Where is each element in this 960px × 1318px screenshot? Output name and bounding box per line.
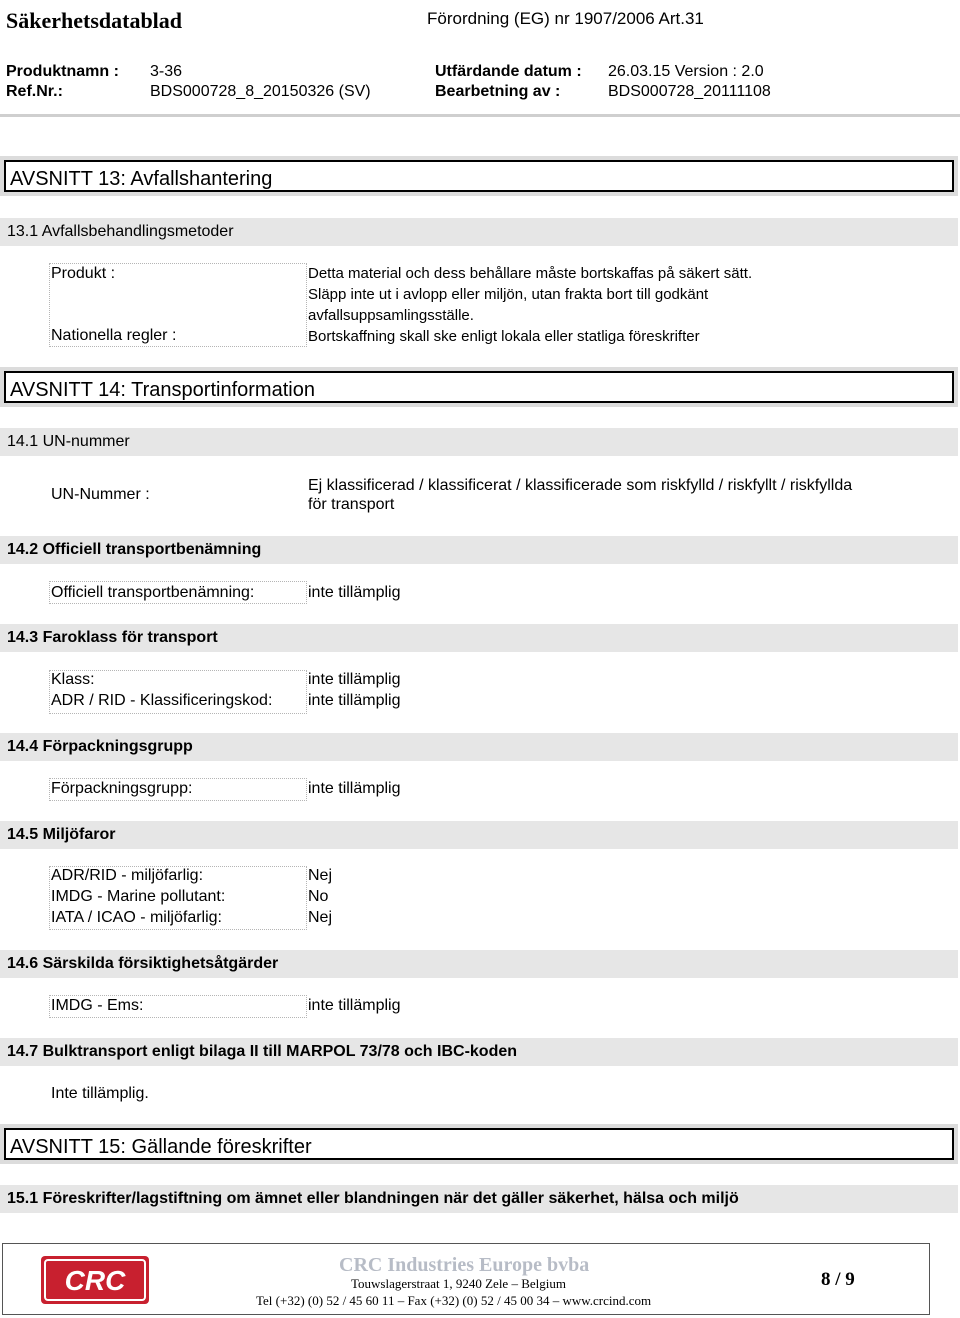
- subsection-14-1-title: 14.1 UN-nummer: [7, 433, 130, 450]
- waste-text-line-1: Detta material och dess behållare måste bortskaffas på säkert sätt.: [308, 265, 753, 282]
- subsection-13-1-title: 13.1 Avfallsbehandlingsmetoder: [7, 223, 234, 240]
- section-13-title: AVSNITT 13: Avfallshantering: [10, 168, 273, 190]
- packing-group-label: Förpackningsgrupp:: [51, 780, 193, 797]
- iata-icao-env-value: Nej: [308, 909, 333, 926]
- class-value: inte tillämplig: [308, 671, 401, 688]
- ref-number-value: BDS000728_8_20150326 (SV): [150, 83, 371, 100]
- ref-number-label: Ref.Nr.:: [6, 83, 63, 100]
- product-name-label: Produktnamn :: [6, 63, 119, 80]
- bulk-transport-value: Inte tillämplig.: [51, 1085, 149, 1102]
- adr-rid-code-label: ADR / RID - Klassificeringskod:: [51, 692, 273, 709]
- subsection-14-4-title: 14.4 Förpackningsgrupp: [7, 738, 193, 755]
- un-number-value-line-2: för transport: [308, 496, 395, 513]
- adr-rid-code-value: inte tillämplig: [308, 692, 401, 709]
- company-address: Touwslagerstraat 1, 9240 Zele – Belgium: [351, 1276, 566, 1291]
- issue-date-label: Utfärdande datum :: [435, 63, 582, 80]
- adr-rid-env-value: Nej: [308, 867, 333, 884]
- un-number-value-line-1: Ej klassificerad / klassificerat / klassificerade som riskfylld / riskfyllt / riskfyllda: [308, 477, 853, 494]
- header-divider: [0, 114, 960, 117]
- subsection-14-7-bar: [0, 1038, 958, 1066]
- imdg-marine-pollutant-value: No: [308, 888, 329, 905]
- page-footer: [2, 1243, 930, 1315]
- imdg-marine-pollutant-label: IMDG - Marine pollutant:: [51, 888, 226, 905]
- subsection-14-3-title: 14.3 Faroklass för transport: [7, 629, 218, 646]
- official-name-label: Officiell transportbenämning:: [51, 584, 255, 601]
- product-name-value: 3-36: [150, 63, 183, 80]
- page-number: 8 / 9: [821, 1269, 855, 1290]
- company-name: CRC Industries Europe bvba: [339, 1254, 590, 1276]
- section-14-title: AVSNITT 14: Transportinformation: [10, 379, 315, 401]
- subsection-15-1-title: 15.1 Föreskrifter/lagstiftning om ämnet eller blandningen när det gäller säkerhet, hälsa och miljö: [7, 1190, 739, 1207]
- subsection-14-2-title: 14.2 Officiell transportbenämning: [7, 541, 262, 558]
- logo-text: CRC: [64, 1265, 126, 1296]
- imdg-ems-value: inte tillämplig: [308, 997, 401, 1014]
- packing-group-value: inte tillämplig: [308, 780, 401, 797]
- subsection-14-1-bar: [0, 428, 958, 456]
- company-contact: Tel (+32) (0) 52 / 45 60 11 – Fax (+32) (0) 52 / 45 00 34 – www.crcind.com: [256, 1293, 652, 1308]
- product-label: Produkt :: [51, 265, 116, 282]
- national-rules-label: Nationella regler :: [51, 327, 177, 344]
- adr-rid-env-label: ADR/RID - miljöfarlig:: [51, 867, 204, 884]
- issue-date-value: 26.03.15 Version : 2.0: [608, 63, 764, 80]
- class-label: Klass:: [51, 671, 95, 688]
- waste-text-line-2: Släpp inte ut i avlopp eller miljön, utan frakta bort till godkänt: [308, 286, 709, 303]
- subsection-14-4-bar: [0, 733, 958, 761]
- section-13-title-bar: [0, 156, 958, 196]
- subsection-14-6-title: 14.6 Särskilda försiktighetsåtgärder: [7, 955, 279, 972]
- subsection-14-3-bar: [0, 624, 958, 652]
- subsection-14-6-bar: [0, 950, 958, 978]
- subsection-14-5-bar: [0, 821, 958, 849]
- subsection-14-7-title: 14.7 Bulktransport enligt bilaga II till MARPOL 73/78 och IBC-koden: [7, 1043, 518, 1060]
- processed-by-value: BDS000728_20111108: [608, 83, 771, 100]
- subsection-14-2-bar: [0, 536, 958, 564]
- un-number-label: UN-Nummer :: [51, 486, 150, 503]
- processed-by-label: Bearbetning av :: [435, 83, 561, 100]
- document-title: Säkerhetsdatablad: [6, 8, 183, 33]
- subsection-14-5-title: 14.5 Miljöfaror: [7, 826, 116, 843]
- section-15-title: AVSNITT 15: Gällande föreskrifter: [10, 1136, 312, 1158]
- official-name-value: inte tillämplig: [308, 584, 401, 601]
- section-15-title-bar: [0, 1124, 958, 1164]
- waste-text-line-4: Bortskaffning skall ske enligt lokala eller statliga föreskrifter: [308, 328, 700, 345]
- imdg-ems-label: IMDG - Ems:: [51, 997, 144, 1014]
- subsection-15-1-bar: [0, 1185, 958, 1213]
- section-14-title-bar: [0, 367, 958, 407]
- regulation-reference: Förordning (EG) nr 1907/2006 Art.31: [427, 9, 704, 28]
- crc-logo: [41, 1256, 149, 1304]
- waste-text-line-3: avfallsuppsamlingsställe.: [308, 307, 474, 324]
- subsection-13-1-bar: [0, 218, 958, 246]
- iata-icao-env-label: IATA / ICAO - miljöfarlig:: [51, 909, 222, 926]
